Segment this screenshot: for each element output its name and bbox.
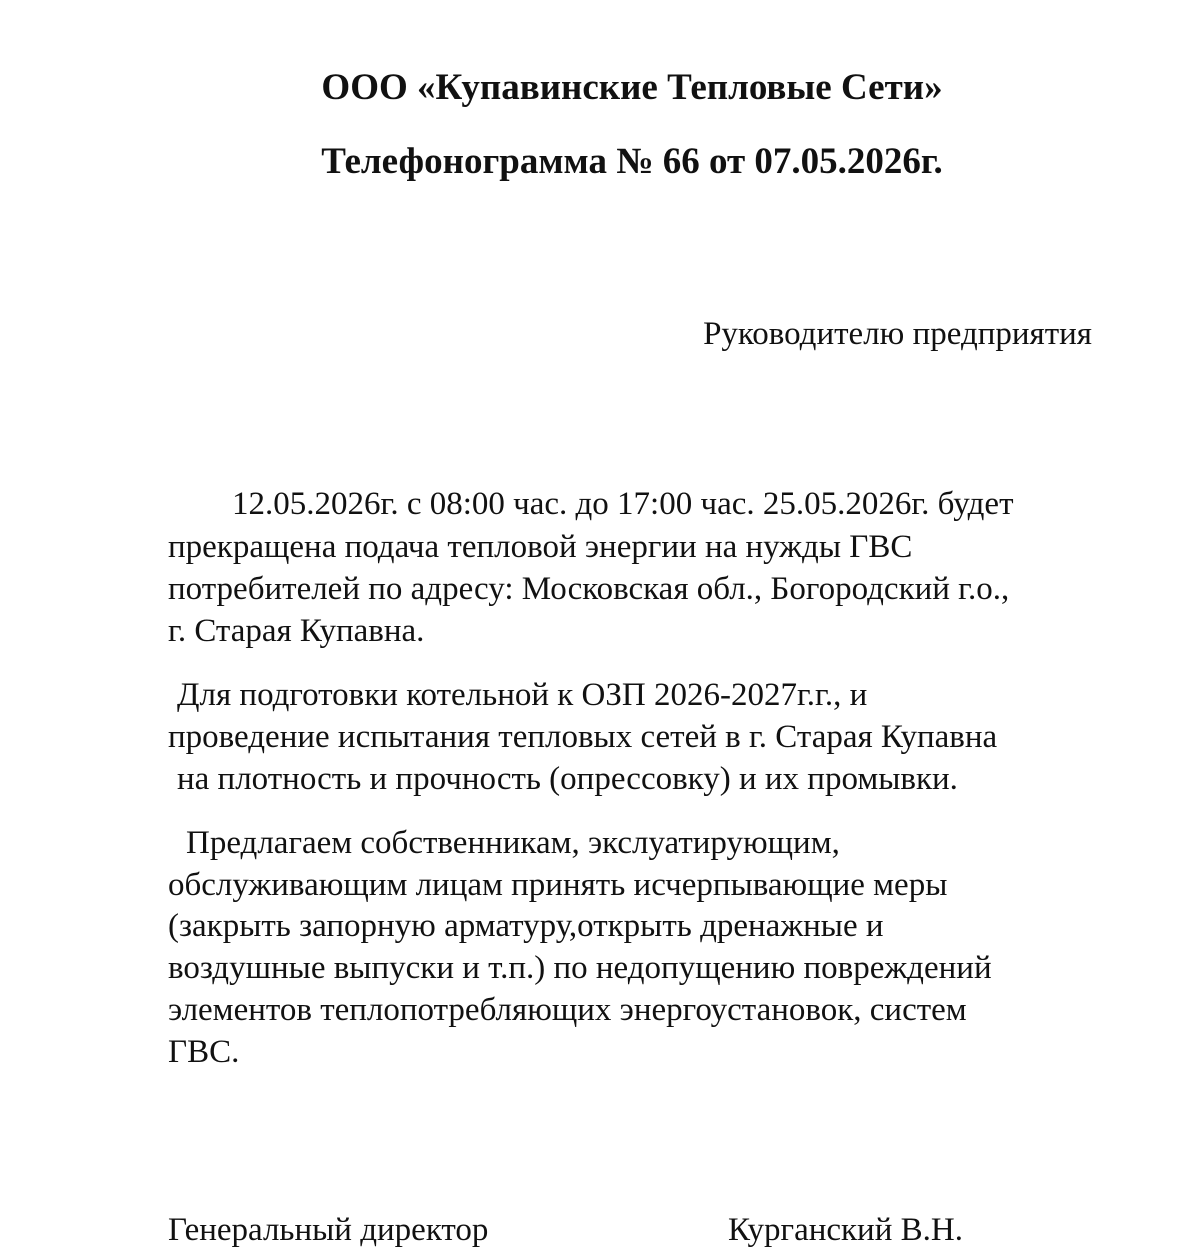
paragraph3-line: элементов теплопотребляющих энергоустановок, систем [168,992,967,1028]
signatory-name: Курганский В.Н. [728,1212,963,1248]
paragraph2-line: проведение испытания тепловых сетей в г. Старая Купавна [168,719,998,755]
paragraph3-line: (закрыть запорную арматуру,открыть дренажные и [168,908,884,944]
recipient: Руководителю предприятия [703,316,1092,352]
paragraph3-line: ГВС. [168,1034,240,1070]
paragraph2-line: на плотность и прочность (опрессовку) и их промывки. [177,761,958,797]
paragraph3-line: Предлагаем собственникам, экслуатирующим, [186,825,840,861]
paragraph1-line: прекращена подача тепловой энергии на нужды ГВС [168,529,913,565]
document-title: Телефонограмма № 66 от 07.05.2026г. [321,141,943,182]
paragraph1-line: 12.05.2026г. с 08:00 час. до 17:00 час. 25.05.2026г. будет [232,486,1014,522]
organization-title: ООО «Купавинские Тепловые Сети» [321,67,943,108]
paragraph1-line: потребителей по адресу: Московская обл., Богородский г.о., [168,571,1010,607]
paragraph3-line: обслуживающим лицам принять исчерпывающие меры [168,867,948,903]
paragraph1-line: г. Старая Купавна. [168,613,425,649]
paragraph3-line: воздушные выпуски и т.п.) по недопущению повреждений [168,950,992,986]
paragraph2-line: Для подготовки котельной к ОЗП 2026-2027г.г., и [177,677,868,713]
signatory-title: Генеральный директор [168,1212,489,1248]
